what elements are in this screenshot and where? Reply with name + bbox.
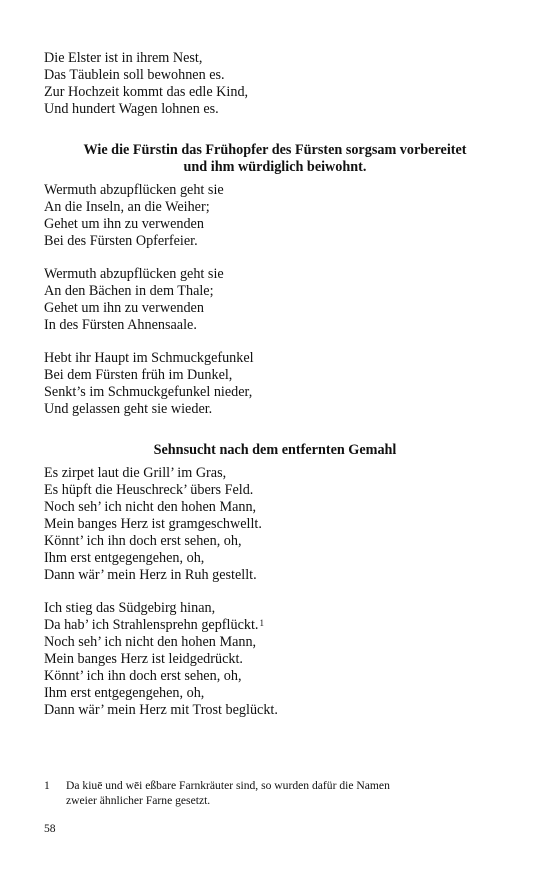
footnote-marker[interactable]: 1 — [259, 618, 264, 628]
stanza — [44, 600, 506, 719]
verse-line: Wermuth abzupflücken geht sie — [44, 266, 224, 282]
footnote — [44, 778, 506, 808]
footnote-text — [66, 778, 506, 808]
verse-line: Dann wär’ mein Herz in Ruh gestellt. — [44, 567, 257, 583]
verse-line: Ich stieg das Südgebirg hinan, — [44, 600, 216, 616]
verse-line: Wermuth abzupflücken geht sie — [44, 182, 224, 198]
verse-line: Könnt’ ich ihn doch erst sehen, oh, — [44, 533, 242, 549]
verse-text: Da hab’ ich Strahlensprehn gepflückt. — [44, 617, 259, 633]
footnote-line: Da kiuē und wēi eßbare Farnkräuter sind, so wurden dafür die Namen — [66, 779, 390, 792]
verse-line: Und hundert Wagen lohnen es. — [44, 101, 219, 117]
verse-line: An die Inseln, an die Weiher; — [44, 199, 210, 215]
verse-line: Und gelassen geht sie wieder. — [44, 401, 213, 417]
page-body — [44, 50, 506, 735]
verse-line: In des Fürsten Ahnensaale. — [44, 317, 197, 333]
verse-line: Es zirpet laut die Grill’ im Gras, — [44, 465, 227, 481]
poem-title-line: Wie die Fürstin das Frühopfer des Fürsten sorgsam vorbereitet — [83, 142, 467, 158]
stanza — [44, 50, 506, 118]
verse-line: Dann wär’ mein Herz mit Trost beglückt. — [44, 702, 278, 718]
verse-line: Noch seh’ ich nicht den hohen Mann, — [44, 499, 257, 515]
verse-line: Zur Hochzeit kommt das edle Kind, — [44, 84, 249, 100]
verse-line: Gehet um ihn zu verwenden — [44, 216, 204, 232]
stanza — [44, 266, 506, 334]
verse-line: Noch seh’ ich nicht den hohen Mann, — [44, 634, 257, 650]
verse-line-with-footnote — [44, 617, 506, 634]
footnote-number: 1 — [44, 779, 50, 792]
verse-line: Hebt ihr Haupt im Schmuckgefunkel — [44, 350, 254, 366]
footnote-line: zweier ähnlicher Farne gesetzt. — [66, 794, 211, 807]
verse-line: Gehet um ihn zu verwenden — [44, 300, 204, 316]
verse-line: Ihm erst entgegengehen, oh, — [44, 685, 205, 701]
verse-line: Bei dem Fürsten früh im Dunkel, — [44, 367, 233, 383]
verse-line: Mein banges Herz ist gramgeschwellt. — [44, 516, 262, 532]
stanza — [44, 350, 506, 418]
stanza — [44, 182, 506, 250]
verse-line: Die Elster ist in ihrem Nest, — [44, 50, 203, 66]
verse-line: Ihm erst entgegengehen, oh, — [44, 550, 205, 566]
poem-title — [44, 442, 506, 459]
verse-line: Das Täublein soll bewohnen es. — [44, 67, 225, 83]
poem-title — [44, 142, 506, 176]
verse-line: Es hüpft die Heuschreck’ übers Feld. — [44, 482, 254, 498]
stanza — [44, 465, 506, 584]
verse-line: Bei des Fürsten Opferfeier. — [44, 233, 198, 249]
verse-line: Mein banges Herz ist leidgedrückt. — [44, 651, 243, 667]
verse-line: Senkt’s im Schmuckgefunkel nieder, — [44, 384, 253, 400]
verse-line: An den Bächen in dem Thale; — [44, 283, 214, 299]
page-number: 58 — [44, 822, 56, 835]
verse-line: Könnt’ ich ihn doch erst sehen, oh, — [44, 668, 242, 684]
poem-title-line: und ihm würdiglich beiwohnt. — [183, 159, 367, 175]
poem-title-line: Sehnsucht nach dem entfernten Gemahl — [153, 442, 397, 458]
